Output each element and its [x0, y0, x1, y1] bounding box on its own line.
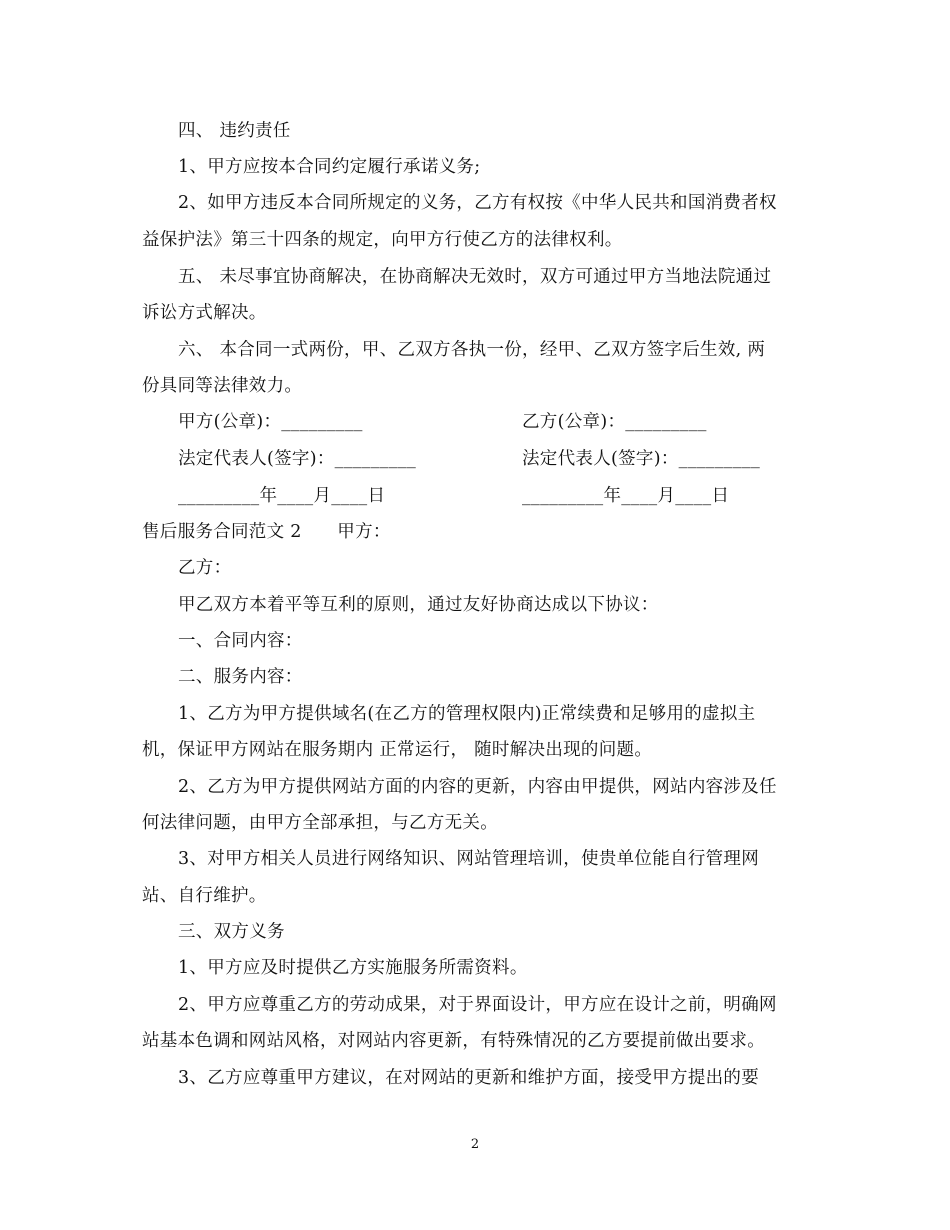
- paragraph-line: 2、乙方为甲方提供网站方面的内容的更新，内容由甲提供，网站内容涉及任: [178, 777, 777, 797]
- paragraph-line: 1、乙方为甲方提供域名(在乙方的管理权限内)正常续费和足够用的虚拟主: [178, 704, 756, 724]
- section-heading: 一、合同内容：: [178, 631, 303, 651]
- party-b-label: 乙方：: [178, 558, 232, 578]
- paragraph-line: 甲乙双方本着平等互利的原则，通过友好协商达成以下协议：: [178, 595, 659, 615]
- party-b-seal-field: 乙方(公章)：_________: [522, 412, 707, 432]
- party-a-representative-field: 法定代表人(签字)：_________: [178, 449, 417, 469]
- paragraph-line: 何法律问题，由甲方全部承担，与乙方无关。: [142, 813, 498, 833]
- paragraph-line: 2、如甲方违反本合同所规定的义务，乙方有权按《中华人民共和国消费者权: [178, 193, 777, 213]
- section-heading: 三、双方义务: [178, 922, 285, 942]
- section-heading: 二、服务内容：: [178, 667, 303, 687]
- paragraph-line: 诉讼方式解决。: [142, 303, 267, 323]
- party-a-seal-field: 甲方(公章)：_________: [178, 412, 363, 432]
- paragraph-line: 益保护法》第三十四条的规定，向甲方行使乙方的法律权利。: [142, 230, 623, 250]
- paragraph-line: 份具同等法律效力。: [142, 376, 303, 396]
- paragraph-line: 机，保证甲方网站在服务期内 正常运行， 随时解决出现的问题。: [142, 740, 653, 760]
- paragraph-line: 六、 本合同一式两份，甲、乙双方各执一份，经甲、乙双方签字后生效, 两: [178, 340, 766, 360]
- paragraph-line: 五、 未尽事宜协商解决，在协商解决无效时，双方可通过甲方当地法院通过: [178, 267, 772, 287]
- paragraph-line: 3、乙方应尊重甲方建议，在对网站的更新和维护方面，接受甲方提出的要: [178, 1068, 760, 1088]
- paragraph-line: 1、甲方应及时提供乙方实施服务所需资料。: [178, 958, 528, 978]
- paragraph-line: 2、甲方应尊重乙方的劳动成果，对于界面设计，甲方应在设计之前，明确网: [178, 995, 777, 1015]
- party-b-representative-field: 法定代表人(签字)：_________: [522, 449, 761, 469]
- paragraph-line: 3、对甲方相关人员进行网络知识、网站管理培训，使贵单位能自行管理网: [178, 849, 760, 869]
- section-heading: 四、 违约责任: [178, 121, 291, 141]
- contract-title-line: 售后服务合同范文 2 甲方：: [142, 522, 391, 542]
- paragraph-line: 1、甲方应按本合同约定履行承诺义务;: [178, 157, 481, 177]
- party-b-date-field: _________年____月____日: [522, 486, 730, 506]
- paragraph-line: 站基本色调和网站风格，对网站内容更新，有特殊情况的乙方要提前做出要求。: [142, 1031, 765, 1051]
- paragraph-line: 站、自行维护。: [142, 886, 267, 906]
- page-number: 2: [470, 1137, 480, 1152]
- party-a-date-field: _________年____月____日: [178, 486, 386, 506]
